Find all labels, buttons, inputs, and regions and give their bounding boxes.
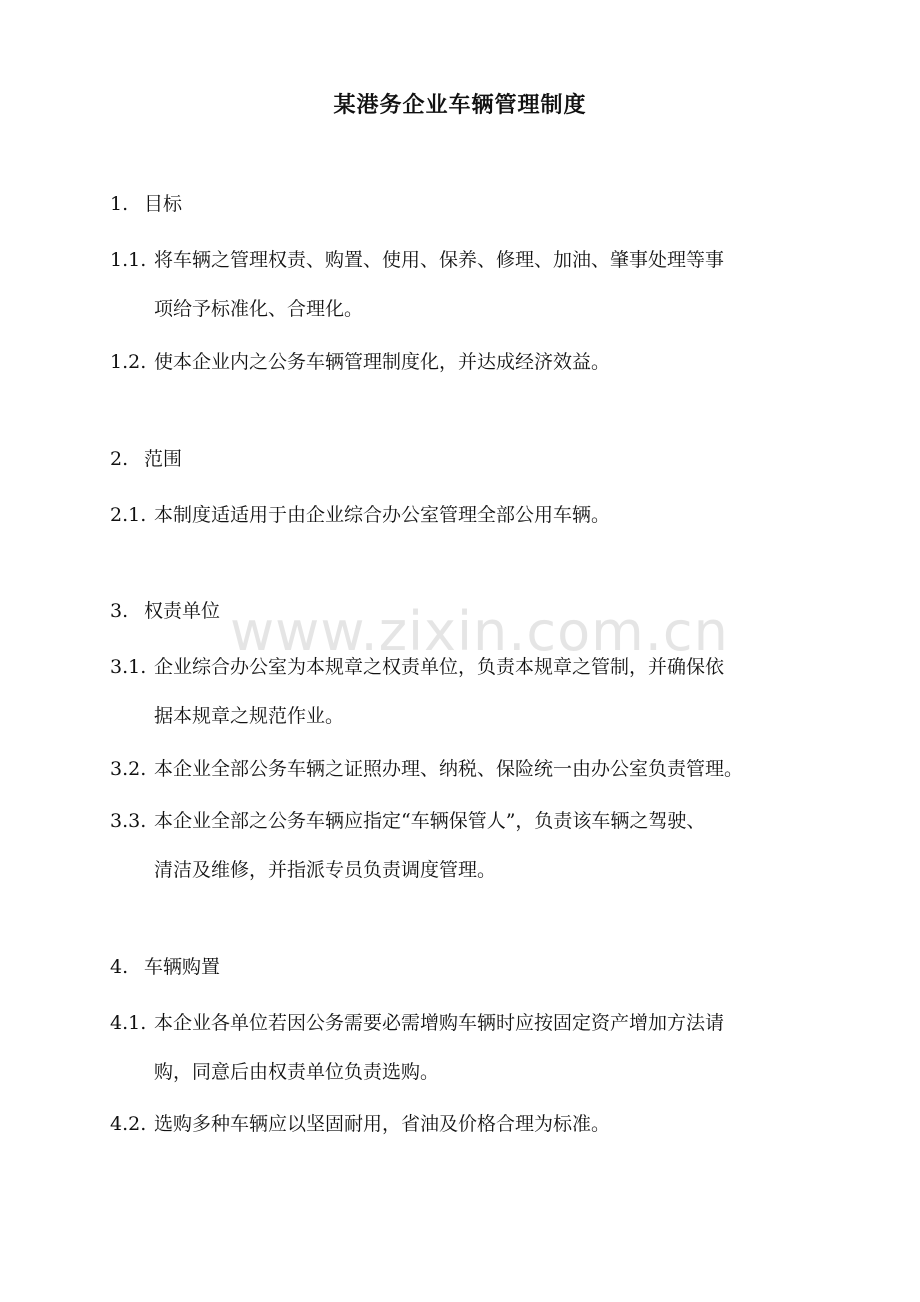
clause-number: 3.1. <box>110 656 147 678</box>
section-number: 3. <box>110 600 129 622</box>
section-number: 4. <box>110 956 129 978</box>
clause-line: 本企业全部之公务车辆应指定“车辆保管人”，负责该车辆之驾驶、 <box>154 810 706 832</box>
document-title: 某港务企业车辆管理制度 <box>333 92 587 118</box>
clause-line: 将车辆之管理权责、购置、使用、保养、修理、加油、肇事处理等事 <box>154 249 725 271</box>
clause <box>110 500 820 530</box>
section-heading <box>110 444 182 474</box>
clause-line: 本制度适适用于由企业综合办公室管理全部公用车辆。 <box>154 504 611 526</box>
section-number: 1. <box>110 193 129 215</box>
clause-number: 4.1. <box>110 1012 147 1034</box>
clause <box>110 806 820 885</box>
clause-number: 1.2. <box>110 351 147 373</box>
clause-line: 清洁及维修，并指派专员负责调度管理。 <box>154 859 497 881</box>
clause <box>110 245 820 324</box>
section-heading-text: 目标 <box>144 193 183 215</box>
section-heading-text: 范围 <box>144 448 183 470</box>
clause-line: 企业综合办公室为本规章之权责单位，负责本规章之管制，并确保依 <box>154 656 725 678</box>
clause-line: 项给予标准化、合理化。 <box>154 298 364 320</box>
section-heading-text: 权责单位 <box>144 600 221 622</box>
section-heading <box>110 189 182 219</box>
clause-line: 本企业全部公务车辆之证照办理、纳税、保险统一由办公室负责管理。 <box>154 758 744 780</box>
clause-number: 1.1. <box>110 249 147 271</box>
clause <box>110 754 820 784</box>
clause-line: 选购多种车辆应以坚固耐用，省油及价格合理为标准。 <box>154 1113 611 1135</box>
clause-number: 3.3. <box>110 810 147 832</box>
watermark-text: www.zixin.com.cn <box>230 600 729 663</box>
clause-number: 3.2. <box>110 758 147 780</box>
section-heading-text: 车辆购置 <box>144 956 221 978</box>
clause-line: 购，同意后由权责单位负责选购。 <box>154 1061 440 1083</box>
clause-number: 2.1. <box>110 504 147 526</box>
clause <box>110 347 820 377</box>
clause <box>110 1008 820 1087</box>
clause-number: 4.2. <box>110 1113 147 1135</box>
clause <box>110 1109 820 1139</box>
clause-line: 本企业各单位若因公务需要必需增购车辆时应按固定资产增加方法请 <box>154 1012 725 1034</box>
section-heading <box>110 952 220 982</box>
clause-line: 据本规章之规范作业。 <box>154 705 345 727</box>
section-number: 2. <box>110 448 129 470</box>
section-heading <box>110 596 220 626</box>
clause <box>110 652 820 731</box>
clause-line: 使本企业内之公务车辆管理制度化，并达成经济效益。 <box>154 351 611 373</box>
